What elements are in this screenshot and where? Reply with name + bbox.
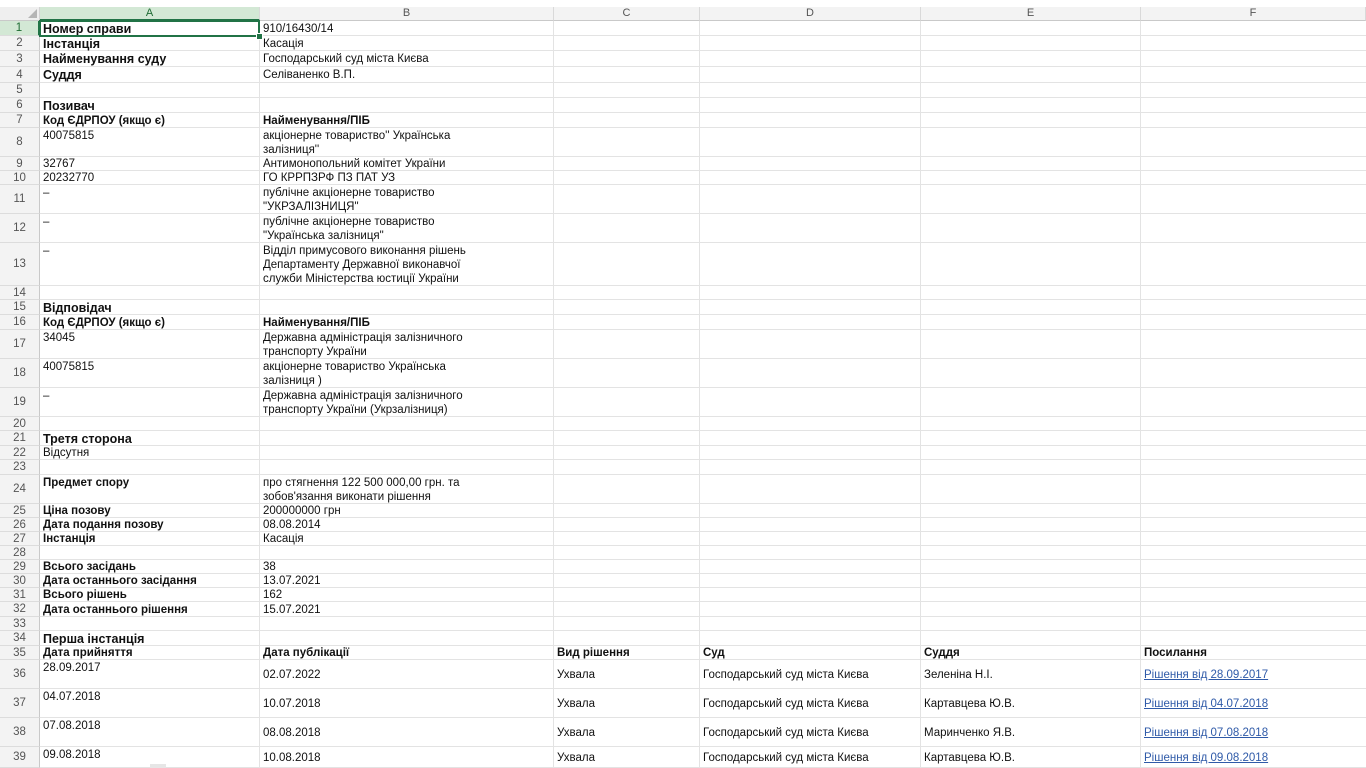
row-header-1[interactable]: 1: [0, 21, 40, 36]
row-header-6[interactable]: 6: [0, 98, 40, 113]
cell-a18[interactable]: 40075815: [43, 361, 95, 373]
cell-b2[interactable]: Касація: [263, 37, 304, 50]
cell-a31[interactable]: Всього рішень: [43, 589, 127, 601]
cell-a19[interactable]: –: [43, 390, 50, 402]
row-gridline: [40, 50, 1366, 51]
row-gridline: [40, 459, 1366, 460]
row-gridline: [40, 127, 1366, 128]
row-header-25[interactable]: 25: [0, 504, 40, 518]
cell-a21[interactable]: Третя сторона: [43, 431, 132, 446]
row-gridline: [40, 299, 1366, 300]
row-gridline: [40, 545, 1366, 546]
row-header-29[interactable]: 29: [0, 560, 40, 574]
row-gridline: [40, 66, 1366, 67]
cell-a37[interactable]: 04.07.2018: [43, 691, 101, 703]
cell-a13[interactable]: –: [43, 245, 50, 257]
cell-b31[interactable]: 162: [263, 589, 283, 601]
row-header-23[interactable]: 23: [0, 460, 40, 475]
row-gridline: [40, 559, 1366, 560]
row-header-7[interactable]: 7: [0, 113, 40, 128]
cell-b19-line[interactable]: транспорту України (Укрзалізниця): [263, 404, 448, 416]
cell-b13-line[interactable]: Відділ примусового виконання рішень: [263, 245, 466, 257]
cell-e37[interactable]: Картавцева Ю.В.: [924, 697, 1015, 710]
row-gridline: [40, 430, 1366, 431]
row-header-9[interactable]: 9: [0, 157, 40, 171]
cell-a39[interactable]: 09.08.2018: [43, 749, 101, 761]
cell-e36[interactable]: Зеленіна Н.І.: [924, 668, 993, 681]
cell-a16[interactable]: Код ЄДРПОУ (якщо є): [43, 316, 165, 329]
row-header-14[interactable]: 14: [0, 286, 40, 300]
row-header-22[interactable]: 22: [0, 446, 40, 460]
row-gridline: [40, 97, 1366, 98]
cell-a22[interactable]: Відсутня: [43, 447, 90, 459]
cell-b3[interactable]: Господарський суд міста Києва: [263, 53, 429, 65]
cell-a36[interactable]: 28.09.2017: [43, 662, 101, 674]
cell-a27[interactable]: Інстанція: [43, 533, 96, 545]
cell-b12-line[interactable]: публічне акціонерне товариство: [263, 216, 435, 228]
row-header-36[interactable]: 36: [0, 660, 40, 689]
column-header-a[interactable]: A: [40, 7, 260, 21]
row-gridline: [40, 285, 1366, 286]
column-header-b[interactable]: B: [260, 7, 554, 21]
row-header-20[interactable]: 20: [0, 417, 40, 431]
horizontal-scrollbar-thumb[interactable]: [150, 764, 166, 768]
cell-d39[interactable]: Господарський суд міста Києва: [703, 751, 869, 764]
row-header-32[interactable]: 32: [0, 602, 40, 617]
cell-c37[interactable]: Ухвала: [557, 697, 596, 710]
row-header-34[interactable]: 34: [0, 631, 40, 646]
cell-b32[interactable]: 15.07.2021: [263, 603, 321, 616]
active-cell-selection: [39, 20, 260, 37]
cell-b17-line[interactable]: Державна адміністрація залізничного: [263, 332, 463, 344]
cell-c38[interactable]: Ухвала: [557, 726, 596, 739]
row-gridline: [40, 329, 1366, 330]
row-header-2[interactable]: 2: [0, 36, 40, 51]
row-header-16[interactable]: 16: [0, 315, 40, 330]
cell-b8-line[interactable]: акціонерне товариство'' Українська: [263, 130, 451, 142]
row-header-39[interactable]: 39: [0, 747, 40, 768]
cell-b9[interactable]: Антимонопольний комітет України: [263, 158, 446, 170]
cell-a29[interactable]: Всього засідань: [43, 561, 136, 573]
cell-b1[interactable]: 910/16430/14: [263, 22, 334, 35]
row-gridline: [40, 387, 1366, 388]
row-header-13[interactable]: 13: [0, 243, 40, 286]
cell-a7[interactable]: Код ЄДРПОУ (якщо є): [43, 114, 165, 127]
cell-d35[interactable]: Суд: [703, 647, 725, 659]
cell-a38[interactable]: 07.08.2018: [43, 720, 101, 732]
cell-b29[interactable]: 38: [263, 561, 276, 573]
cell-a8[interactable]: 40075815: [43, 130, 95, 142]
cell-b25[interactable]: 200000000 грн: [263, 505, 341, 517]
cell-b26[interactable]: 08.08.2014: [263, 519, 321, 531]
cell-b39[interactable]: 10.08.2018: [263, 751, 321, 764]
row-header-27[interactable]: 27: [0, 532, 40, 546]
cell-b24-line[interactable]: зобов'язання виконати рішення: [263, 491, 431, 503]
cell-d38[interactable]: Господарський суд міста Києва: [703, 726, 869, 739]
cell-a32[interactable]: Дата останнього рішення: [43, 603, 188, 616]
row-gridline: [40, 314, 1366, 315]
row-header-3[interactable]: 3: [0, 51, 40, 67]
row-header-18[interactable]: 18: [0, 359, 40, 388]
cell-b4[interactable]: Селіваненко В.П.: [263, 69, 356, 81]
cell-b10[interactable]: ГО КРРПЗРФ ПЗ ПАТ УЗ: [263, 172, 396, 184]
cell-a15[interactable]: Відповідач: [43, 300, 112, 315]
cell-a17[interactable]: 34045: [43, 332, 75, 344]
cell-d36[interactable]: Господарський суд міста Києва: [703, 668, 869, 681]
row-gridline: [40, 746, 1366, 747]
row-gridline: [40, 242, 1366, 243]
row-header-24[interactable]: 24: [0, 475, 40, 504]
row-gridline: [40, 213, 1366, 214]
cell-b18-line[interactable]: акціонерне товариство Українська: [263, 361, 446, 373]
row-header-12[interactable]: 12: [0, 214, 40, 243]
cell-a1[interactable]: Номер справи: [43, 21, 132, 36]
row-header-8[interactable]: 8: [0, 128, 40, 157]
row-header-10[interactable]: 10: [0, 171, 40, 185]
cell-f35[interactable]: Посилання: [1144, 647, 1207, 659]
cell-b13-line[interactable]: служби Міністерства юстиції України: [263, 273, 459, 285]
column-header-d[interactable]: D: [700, 7, 921, 21]
row-header-28[interactable]: 28: [0, 546, 40, 560]
row-header-26[interactable]: 26: [0, 518, 40, 532]
column-header-c[interactable]: C: [554, 7, 700, 21]
cell-a34[interactable]: Перша інстанція: [43, 631, 145, 646]
cell-a30[interactable]: Дата останнього засідання: [43, 575, 197, 587]
cell-a24[interactable]: Предмет спору: [43, 477, 130, 489]
row-gridline: [40, 112, 1366, 113]
row-gridline: [40, 416, 1366, 417]
select-all-triangle-icon: [28, 9, 37, 18]
row-header-38[interactable]: 38: [0, 718, 40, 747]
row-gridline: [40, 184, 1366, 185]
row-gridline: [40, 587, 1366, 588]
cell-b7[interactable]: Найменування/ПІБ: [263, 114, 370, 127]
row-gridline: [40, 601, 1366, 602]
row-header-17[interactable]: 17: [0, 330, 40, 359]
row-header-31[interactable]: 31: [0, 588, 40, 602]
cell-a11[interactable]: –: [43, 187, 50, 199]
cell-f37[interactable]: Рішення від 04.07.2018: [1144, 697, 1269, 710]
cell-b13-line[interactable]: Департаменту Державної виконавчої: [263, 259, 461, 271]
cell-a12[interactable]: –: [43, 216, 50, 228]
row-header-15[interactable]: 15: [0, 300, 40, 315]
cell-a25[interactable]: Ціна позову: [43, 505, 111, 517]
cell-e39[interactable]: Картавцева Ю.В.: [924, 751, 1015, 764]
cell-a26[interactable]: Дата подання позову: [43, 519, 164, 531]
cell-b11-line[interactable]: "УКРЗАЛІЗНИЦЯ": [263, 201, 359, 213]
cell-a9[interactable]: 32767: [43, 158, 75, 170]
cell-b35[interactable]: Дата публікації: [263, 647, 350, 659]
row-gridline: [40, 170, 1366, 171]
column-header-f[interactable]: F: [1141, 7, 1366, 21]
cell-b24-line[interactable]: про стягнення 122 500 000,00 грн. та: [263, 477, 460, 489]
cell-a10[interactable]: 20232770: [43, 172, 95, 184]
row-header-33[interactable]: 33: [0, 617, 40, 631]
row-gridline: [40, 688, 1366, 689]
cell-b37[interactable]: 10.07.2018: [263, 697, 321, 710]
cell-b11-line[interactable]: публічне акціонерне товариство: [263, 187, 435, 199]
row-gridline: [40, 630, 1366, 631]
cell-b30[interactable]: 13.07.2021: [263, 575, 321, 587]
row-gridline: [40, 717, 1366, 718]
row-header-5[interactable]: 5: [0, 83, 40, 98]
cell-b36[interactable]: 02.07.2022: [263, 668, 321, 681]
row-gridline: [40, 517, 1366, 518]
row-gridline: [40, 445, 1366, 446]
row-gridline: [40, 156, 1366, 157]
cell-b19-line[interactable]: Державна адміністрація залізничного: [263, 390, 463, 402]
row-gridline: [40, 573, 1366, 574]
row-header-30[interactable]: 30: [0, 574, 40, 588]
row-header-4[interactable]: 4: [0, 67, 40, 83]
row-header-19[interactable]: 19: [0, 388, 40, 417]
cell-a35[interactable]: Дата прийняття: [43, 647, 133, 659]
cell-f38[interactable]: Рішення від 07.08.2018: [1144, 726, 1269, 739]
row-gridline: [40, 358, 1366, 359]
cell-f36[interactable]: Рішення від 28.09.2017: [1144, 668, 1269, 681]
row-header-21[interactable]: 21: [0, 431, 40, 446]
row-gridline: [40, 616, 1366, 617]
cell-a4[interactable]: Суддя: [43, 68, 82, 82]
cell-b16[interactable]: Найменування/ПІБ: [263, 316, 370, 329]
cell-a3[interactable]: Найменування суду: [43, 52, 167, 66]
cell-b17-line[interactable]: транспорту України: [263, 346, 367, 358]
row-gridline: [40, 82, 1366, 83]
cell-b18-line[interactable]: залізниця ): [263, 375, 322, 387]
row-header-11[interactable]: 11: [0, 185, 40, 214]
cell-a6[interactable]: Позивач: [43, 98, 95, 113]
cell-b27[interactable]: Касація: [263, 533, 304, 545]
row-header-37[interactable]: 37: [0, 689, 40, 718]
cell-c39[interactable]: Ухвала: [557, 751, 596, 764]
cell-e38[interactable]: Маринченко Я.В.: [924, 726, 1016, 739]
select-all-corner[interactable]: [0, 7, 40, 21]
cell-a2[interactable]: Інстанція: [43, 36, 101, 51]
cell-b12-line[interactable]: "Українська залізниця": [263, 230, 384, 242]
cell-b8-line[interactable]: залізниця'': [263, 144, 320, 156]
row-header-35[interactable]: 35: [0, 646, 40, 660]
cell-d37[interactable]: Господарський суд міста Києва: [703, 697, 869, 710]
cell-e35[interactable]: Суддя: [924, 647, 960, 659]
row-gridline: [40, 531, 1366, 532]
cell-b38[interactable]: 08.08.2018: [263, 726, 321, 739]
row-gridline: [40, 474, 1366, 475]
cell-f39[interactable]: Рішення від 09.08.2018: [1144, 751, 1269, 764]
fill-handle[interactable]: [256, 33, 263, 40]
cell-c36[interactable]: Ухвала: [557, 668, 596, 681]
cell-c35[interactable]: Вид рішення: [557, 647, 630, 659]
row-gridline: [40, 503, 1366, 504]
column-header-e[interactable]: E: [921, 7, 1141, 21]
